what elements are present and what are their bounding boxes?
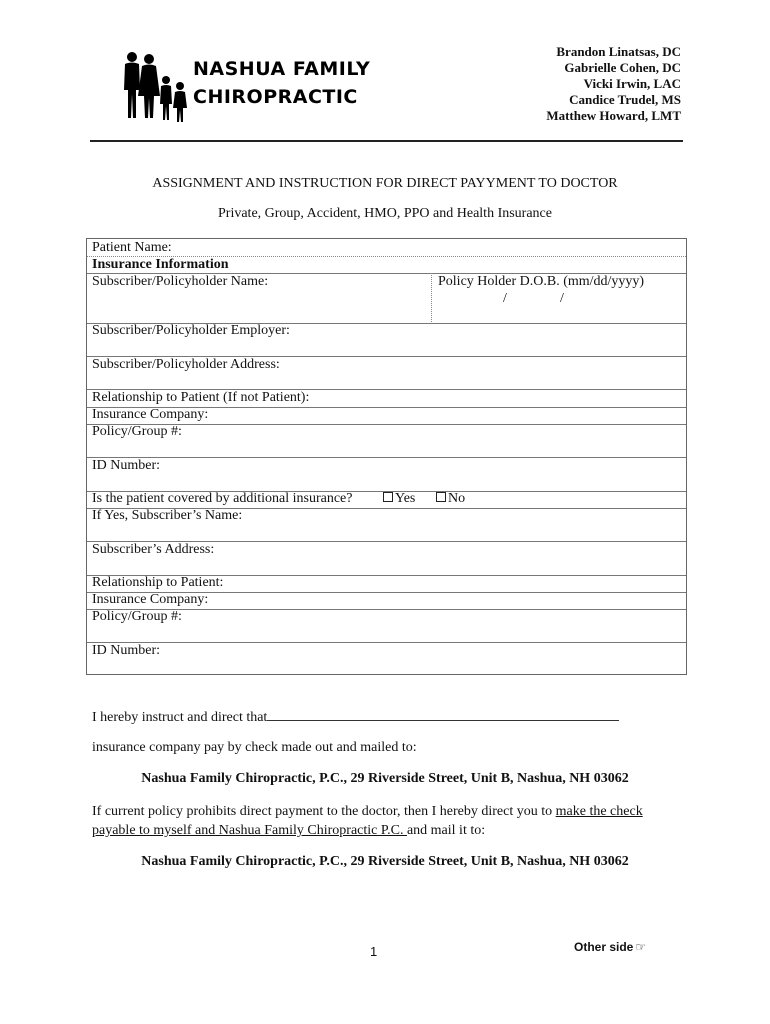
instruct-line xyxy=(92,708,619,726)
doctor-name: Matthew Howard, LMT xyxy=(546,108,681,123)
insurance-company-blank[interactable] xyxy=(267,708,619,721)
no-checkbox[interactable] xyxy=(436,491,465,507)
header-divider xyxy=(90,140,683,142)
family-silhouette-icon xyxy=(120,50,190,124)
subscriber-address-field[interactable]: Subscriber’s Address: xyxy=(92,542,215,557)
document-title: ASSIGNMENT AND INSTRUCTION FOR DIRECT PAYYMENT TO DOCTOR xyxy=(152,176,618,191)
additional-insurance-question xyxy=(92,491,352,507)
policy-text: and mail it to: xyxy=(406,823,486,838)
id-number-field[interactable]: ID Number: xyxy=(92,458,161,473)
policy-underlined-text: make the check xyxy=(555,804,643,819)
relationship-to-patient-field[interactable]: Relationship to Patient: xyxy=(92,575,224,590)
insurance-company-2-field[interactable]: Insurance Company: xyxy=(92,592,209,607)
doctor-list xyxy=(546,44,681,124)
instruct-text: I hereby instruct and direct that xyxy=(92,710,268,725)
dob-field-label[interactable]: Policy Holder D.O.B. (mm/dd/yyyy) xyxy=(438,274,645,289)
checkbox-icon xyxy=(383,492,393,502)
insurance-company-field[interactable]: Insurance Company: xyxy=(92,407,209,422)
policy-line-2 xyxy=(92,823,485,839)
yes-checkbox[interactable] xyxy=(383,491,415,507)
logo-line-2: CHIROPRACTIC xyxy=(193,86,358,108)
address-field[interactable]: Subscriber/Policyholder Address: xyxy=(92,357,280,372)
insurance-info-heading: Insurance Information xyxy=(92,257,229,272)
policy-line-1 xyxy=(92,804,643,820)
relationship-field[interactable]: Relationship to Patient (If not Patient): xyxy=(92,390,310,405)
dob-separator: / xyxy=(560,291,564,306)
policy-group-2-field[interactable]: Policy/Group #: xyxy=(92,609,182,624)
pointing-hand-icon: ☞ xyxy=(635,940,647,954)
doctor-name: Vicki Irwin, LAC xyxy=(583,76,681,91)
doctor-name: Brandon Linatsas, DC xyxy=(556,44,681,59)
subscriber-name-field[interactable]: Subscriber/Policyholder Name: xyxy=(92,274,269,289)
patient-name-field[interactable]: Patient Name: xyxy=(92,240,172,255)
employer-field[interactable]: Subscriber/Policyholder Employer: xyxy=(92,323,290,338)
policy-group-field[interactable]: Policy/Group #: xyxy=(92,424,182,439)
policy-text: If current policy prohibits direct payment to the doctor, then I hereby direct you to xyxy=(92,804,556,819)
logo-line-1: NASHUA FAMILY xyxy=(193,58,371,80)
mailing-address: Nashua Family Chiropractic, P.C., 29 Riverside Street, Unit B, Nashua, NH 03062 xyxy=(141,771,629,786)
policy-underlined-text: payable to myself and Nashua Family Chiropractic P.C. xyxy=(92,823,407,838)
page-number: 1 xyxy=(370,944,378,959)
checkbox-icon xyxy=(436,492,446,502)
mailing-address-2: Nashua Family Chiropractic, P.C., 29 Riverside Street, Unit B, Nashua, NH 03062 xyxy=(141,854,629,869)
insurance-form xyxy=(86,238,687,675)
yes-label: Yes xyxy=(395,491,416,506)
doctor-name: Gabrielle Cohen, DC xyxy=(564,60,681,75)
pay-by-check-text: insurance company pay by check made out and mailed to: xyxy=(92,740,417,755)
no-label: No xyxy=(448,491,466,506)
id-number-2-field[interactable]: ID Number: xyxy=(92,643,161,658)
other-side-note xyxy=(574,940,646,954)
doctor-name: Candice Trudel, MS xyxy=(569,92,681,107)
logo xyxy=(120,50,380,124)
if-yes-subscriber-name-field[interactable]: If Yes, Subscriber’s Name: xyxy=(92,508,243,523)
document-subtitle: Private, Group, Accident, HMO, PPO and Health Insurance xyxy=(218,206,552,221)
additional-insurance-label: Is the patient covered by additional insurance? xyxy=(92,491,353,506)
dob-separator: / xyxy=(503,291,507,306)
other-side-label: Other side xyxy=(574,940,634,954)
